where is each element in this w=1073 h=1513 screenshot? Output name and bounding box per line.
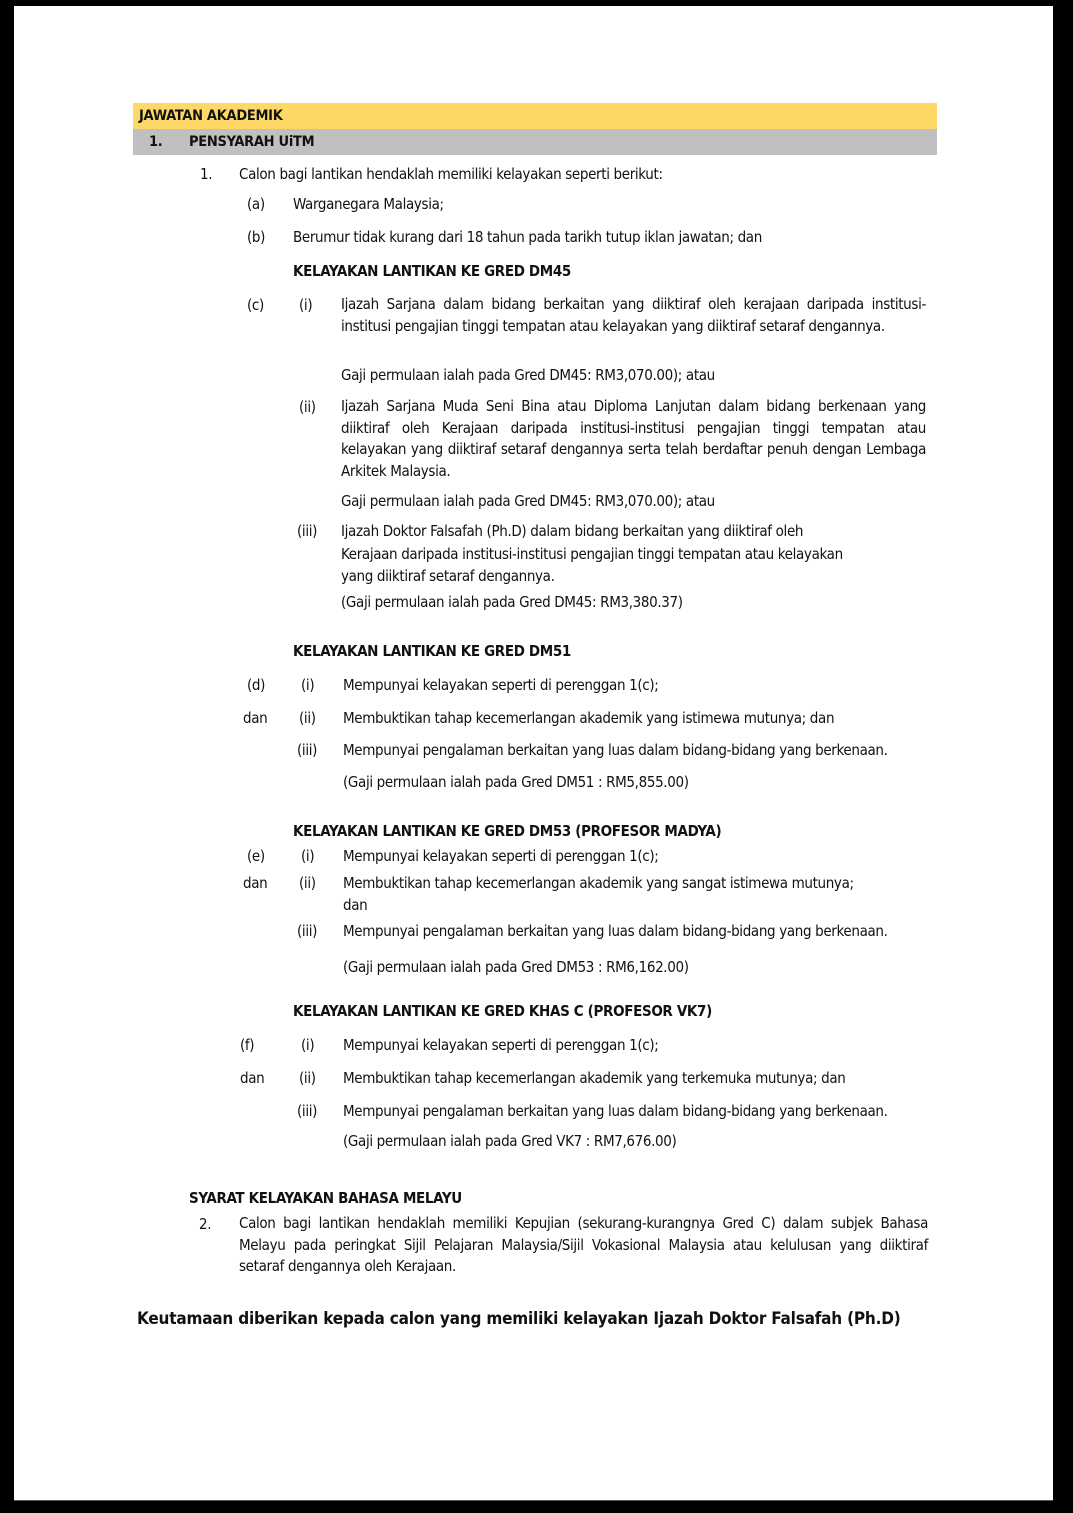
dm45-iii-line-2: Kerajaan daripada institusi-institusi pengajian tinggi tempatan atau kelayakan — [341, 545, 843, 563]
position-header-bar — [133, 129, 937, 155]
dm45-i-label: (i) — [299, 296, 313, 314]
item-b-label: (b) — [247, 228, 266, 246]
dm51-connector: dan — [243, 709, 268, 727]
dm45-iii-line-3: yang diiktiraf setaraf dengannya. — [341, 567, 555, 585]
item-b-text: Berumur tidak kurang dari 18 tahun pada tarikh tutup iklan jawatan; dan — [293, 228, 762, 246]
dm45-iii-line-1: Ijazah Doktor Falsafah (Ph.D) dalam bidang berkaitan yang diiktiraf oleh — [341, 522, 804, 540]
dm51-salary: (Gaji permulaan ialah pada Gred DM51 : RM5,855.00) — [343, 773, 689, 791]
dm45-i-text: Ijazah Sarjana dalam bidang berkaitan yang diiktiraf oleh kerajaan daripada institusi-institusi pengajian tinggi tempatan atau kelayakan yang diiktiraf setaraf dengannya. — [341, 295, 926, 335]
position-number: 1. — [149, 134, 163, 150]
dm45-ii-salary: Gaji permulaan ialah pada Gred DM45: RM3,070.00); atau — [341, 492, 715, 510]
bahasa-heading: SYARAT KELAYAKAN BAHASA MELAYU — [189, 1189, 462, 1207]
dm51-heading: KELAYAKAN LANTIKAN KE GRED DM51 — [293, 642, 571, 660]
vk7-connector: dan — [240, 1069, 265, 1087]
intro-number: 1. — [200, 165, 213, 183]
vk7-label: (f) — [240, 1036, 255, 1054]
phd-preference-note: Keutamaan diberikan kepada calon yang memiliki kelayakan Ijazah Doktor Falsafah (Ph.D) — [137, 1309, 901, 1329]
dm45-label: (c) — [247, 296, 264, 314]
vk7-ii-label: (ii) — [299, 1069, 316, 1087]
dm51-ii-label: (ii) — [299, 709, 316, 727]
dm53-ii-text-cont: dan — [343, 896, 368, 914]
dm51-i-text: Mempunyai kelayakan seperti di perenggan 1(c); — [343, 676, 659, 694]
dm53-i-label: (i) — [301, 847, 315, 865]
dm53-heading: KELAYAKAN LANTIKAN KE GRED DM53 (PROFESOR MADYA) — [293, 822, 722, 840]
vk7-i-text: Mempunyai kelayakan seperti di perenggan 1(c); — [343, 1036, 659, 1054]
dm51-label: (d) — [247, 676, 266, 694]
vk7-heading: KELAYAKAN LANTIKAN KE GRED KHAS C (PROFESOR VK7) — [293, 1002, 712, 1020]
section-header-bar — [133, 103, 937, 129]
vk7-salary: (Gaji permulaan ialah pada Gred VK7 : RM7,676.00) — [343, 1132, 677, 1150]
dm53-iii-label: (iii) — [297, 922, 318, 940]
dm51-iii-text: Mempunyai pengalaman berkaitan yang luas dalam bidang-bidang yang berkenaan. — [343, 741, 888, 759]
dm45-i-salary: Gaji permulaan ialah pada Gred DM45: RM3,070.00); atau — [341, 366, 715, 384]
dm53-salary: (Gaji permulaan ialah pada Gred DM53 : RM6,162.00) — [343, 958, 689, 976]
item-a-text: Warganegara Malaysia; — [293, 195, 444, 213]
position-title: PENSYARAH UiTM — [189, 134, 315, 150]
dm53-i-text: Mempunyai kelayakan seperti di perenggan 1(c); — [343, 847, 659, 865]
dm51-i-label: (i) — [301, 676, 315, 694]
dm45-heading: KELAYAKAN LANTIKAN KE GRED DM45 — [293, 262, 571, 280]
dm53-label: (e) — [247, 847, 265, 865]
vk7-iii-label: (iii) — [297, 1102, 318, 1120]
dm51-iii-label: (iii) — [297, 741, 318, 759]
dm53-ii-label: (ii) — [299, 874, 316, 892]
bahasa-number: 2. — [199, 1215, 212, 1233]
intro-text: Calon bagi lantikan hendaklah memiliki kelayakan seperti berikut: — [239, 165, 663, 183]
dm51-ii-text: Membuktikan tahap kecemerlangan akademik yang istimewa mutunya; dan — [343, 709, 835, 727]
vk7-iii-text: Mempunyai pengalaman berkaitan yang luas dalam bidang-bidang yang berkenaan. — [343, 1102, 888, 1120]
document-page — [14, 6, 1053, 1501]
section-title: JAWATAN AKADEMIK — [139, 108, 283, 124]
dm53-connector: dan — [243, 874, 268, 892]
dm45-iii-salary: (Gaji permulaan ialah pada Gred DM45: RM3,380.37) — [341, 593, 683, 611]
vk7-i-label: (i) — [301, 1036, 315, 1054]
dm45-ii-label: (ii) — [299, 398, 316, 416]
vk7-ii-text: Membuktikan tahap kecemerlangan akademik yang terkemuka mutunya; dan — [343, 1069, 846, 1087]
item-a-label: (a) — [247, 195, 265, 213]
dm53-ii-text: Membuktikan tahap kecemerlangan akademik yang sangat istimewa mutunya; — [343, 874, 854, 892]
dm53-iii-text: Mempunyai pengalaman berkaitan yang luas dalam bidang-bidang yang berkenaan. — [343, 922, 888, 940]
dm45-iii-label: (iii) — [297, 522, 318, 540]
dm45-ii-text: Ijazah Sarjana Muda Seni Bina atau Diploma Lanjutan dalam bidang berkenaan yang diiktiraf oleh Kerajaan daripada institusi-institusi pengajian tinggi tempatan atau kelayakan yang diiktiraf setaraf dengannya serta telah berdaftar penuh dengan Lembaga Arkitek Malaysia. — [341, 397, 926, 480]
bahasa-text: Calon bagi lantikan hendaklah memiliki Kepujian (sekurang-kurangnya Gred C) dalam subjek Bahasa Melayu pada peringkat Sijil Pelajaran Malaysia/Sijil Vokasional Malaysia atau kelulusan yang diiktiraf setaraf dengannya oleh Kerajaan. — [239, 1214, 928, 1275]
